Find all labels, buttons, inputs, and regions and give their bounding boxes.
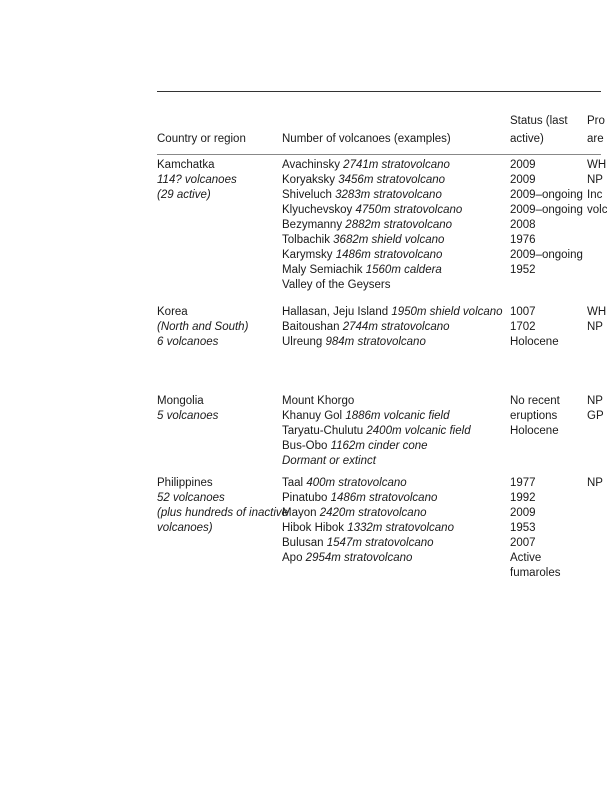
volcano-description: 984m stratovolcano [325, 336, 426, 348]
volcano-entry [282, 188, 462, 203]
volcano-name: Bulusan [282, 537, 324, 549]
protected-entry: Inc [587, 189, 603, 201]
country-name: Korea [157, 306, 188, 318]
country-volcano-count: volcanoes) [157, 522, 213, 534]
status-entry: 2008 [510, 219, 536, 231]
volcano-description: 2420m stratovolcano [319, 507, 427, 519]
country-volcano-count: 6 volcanoes [157, 336, 219, 348]
row-volcanoes-cell [282, 476, 454, 566]
status-entry: 1953 [510, 522, 536, 534]
volcano-description: 1486m stratovolcano [330, 492, 438, 504]
volcano-name: Taryatu-Chulutu [282, 425, 364, 437]
volcano-description: 1162m cinder cone [330, 440, 428, 452]
volcano-entry [282, 394, 471, 409]
protected-entry: WH [587, 306, 607, 318]
row-protected-cell [587, 158, 607, 218]
country-volcano-count: 114? volcanoes [157, 174, 237, 186]
country-volcano-count: (29 active) [157, 189, 211, 201]
country-volcano-count: (North and South) [157, 321, 249, 333]
table-header-rule [157, 154, 601, 155]
header-status [510, 112, 568, 148]
volcano-name: Avachinsky [282, 159, 340, 171]
status-entry: 2009 [510, 174, 536, 186]
volcano-description: Dormant or extinct [282, 455, 376, 467]
volcano-description: 1950m shield volcano [391, 306, 503, 318]
volcano-name: Tolbachik [282, 234, 330, 246]
volcano-name: Bus-Obo [282, 440, 328, 452]
header-volcanoes: Number of volcanoes (examples) [282, 133, 451, 145]
volcano-name: Baitoushan [282, 321, 340, 333]
row-volcanoes-cell [282, 305, 503, 350]
volcano-entry [282, 424, 471, 439]
volcano-description: 1886m volcanic field [345, 410, 450, 422]
volcano-entry [282, 263, 462, 278]
status-entry: 2009 [510, 507, 536, 519]
status-entry: 1952 [510, 264, 536, 276]
volcano-entry [282, 203, 462, 218]
status-entry: 1977 [510, 477, 536, 489]
status-entry: 2009–ongoing [510, 249, 583, 261]
volcano-name: Khanuy Gol [282, 410, 343, 422]
country-name: Mongolia [157, 395, 204, 407]
volcano-name: Bezymanny [282, 219, 343, 231]
status-entry: 1007 [510, 306, 536, 318]
volcano-entry [282, 173, 462, 188]
volcano-name: Shiveluch [282, 189, 332, 201]
volcano-entry [282, 521, 454, 536]
volcano-description: 2954m stratovolcano [305, 552, 413, 564]
table-top-rule [157, 91, 601, 92]
header-status-line1: Status (last [510, 115, 568, 127]
volcano-description: 3283m stratovolcano [335, 189, 442, 201]
volcano-description: 3456m stratovolcano [338, 174, 446, 186]
volcano-description: 4750m stratovolcano [355, 204, 463, 216]
status-entry: 1976 [510, 234, 536, 246]
row-volcanoes-cell [282, 158, 462, 293]
volcano-name: Maly Semiachik [282, 264, 363, 276]
row-status-cell [510, 476, 561, 581]
country-name: Kamchatka [157, 159, 215, 171]
status-entry: eruptions [510, 410, 558, 422]
volcano-entry [282, 454, 471, 469]
status-entry: Active [510, 552, 542, 564]
volcano-description: 1332m stratovolcano [347, 522, 454, 534]
volcano-entry [282, 551, 454, 566]
volcano-description: 3682m shield volcano [333, 234, 445, 246]
protected-entry: WH [587, 159, 607, 171]
row-volcanoes-cell [282, 394, 471, 469]
country-volcano-count: (plus hundreds of inactive [157, 507, 289, 519]
volcano-entry [282, 536, 454, 551]
volcano-entry [282, 218, 462, 233]
volcano-description: 2741m stratovolcano [343, 159, 450, 171]
row-country-cell [157, 476, 288, 536]
status-entry: 1702 [510, 321, 536, 333]
volcano-name: Karymsky [282, 249, 333, 261]
protected-entry: NP [587, 174, 603, 186]
volcano-entry [282, 335, 503, 350]
volcano-name: Koryaksky [282, 174, 336, 186]
status-entry: 2009–ongoing [510, 189, 583, 201]
row-protected-cell [587, 305, 607, 335]
status-entry: 1992 [510, 492, 536, 504]
volcano-name: Taal [282, 477, 304, 489]
volcano-name: Pinatubo [282, 492, 328, 504]
volcano-name: Valley of the Geysers [282, 279, 391, 291]
volcano-description: 1486m stratovolcano [335, 249, 443, 261]
volcano-entry [282, 320, 503, 335]
volcano-entry [282, 305, 503, 320]
volcano-name: Ulreung [282, 336, 323, 348]
status-entry: 2009 [510, 159, 536, 171]
volcano-entry [282, 233, 462, 248]
row-protected-cell [587, 476, 601, 491]
protected-entry: NP [587, 321, 603, 333]
volcano-entry [282, 158, 462, 173]
volcano-entry [282, 278, 462, 293]
volcano-name: Mount Khorgo [282, 395, 355, 407]
row-protected-cell [587, 394, 604, 424]
volcano-entry [282, 491, 454, 506]
volcano-name: Hibok Hibok [282, 522, 344, 534]
volcano-name: Mayon [282, 507, 317, 519]
status-entry: Holocene [510, 336, 559, 348]
volcano-entry [282, 248, 462, 263]
country-name: Philippines [157, 477, 213, 489]
status-entry: No recent [510, 395, 560, 407]
protected-entry: NP [587, 395, 603, 407]
volcano-description: 400m stratovolcano [306, 477, 407, 489]
header-country: Country or region [157, 133, 246, 145]
protected-entry: volc [587, 204, 607, 216]
row-status-cell [510, 394, 560, 439]
row-status-cell [510, 305, 559, 350]
protected-entry: NP [587, 477, 603, 489]
header-protected-line2: are [587, 133, 604, 145]
status-entry: 2007 [510, 537, 536, 549]
volcano-entry [282, 476, 454, 491]
country-volcano-count: 5 volcanoes [157, 410, 219, 422]
volcano-name: Klyuchevskoy [282, 204, 353, 216]
volcano-entry [282, 409, 471, 424]
volcano-entry [282, 439, 471, 454]
row-country-cell [157, 394, 218, 424]
volcano-description: 2882m stratovolcano [345, 219, 453, 231]
header-protected-line1: Pro [587, 115, 605, 127]
volcano-description: 1560m caldera [365, 264, 442, 276]
volcano-name: Apo [282, 552, 303, 564]
volcano-description: 2400m volcanic field [366, 425, 471, 437]
volcano-entry [282, 506, 454, 521]
volcano-description: 2744m stratovolcano [342, 321, 450, 333]
row-country-cell [157, 305, 248, 350]
country-volcano-count: 52 volcanoes [157, 492, 225, 504]
row-status-cell [510, 158, 583, 278]
row-country-cell [157, 158, 237, 203]
status-entry: fumaroles [510, 567, 561, 579]
volcano-description: 1547m stratovolcano [326, 537, 434, 549]
header-protected [587, 112, 605, 148]
volcano-name: Hallasan, Jeju Island [282, 306, 389, 318]
status-entry: Holocene [510, 425, 559, 437]
status-entry: 2009–ongoing [510, 204, 583, 216]
protected-entry: GP [587, 410, 604, 422]
header-status-line2: active) [510, 133, 544, 145]
